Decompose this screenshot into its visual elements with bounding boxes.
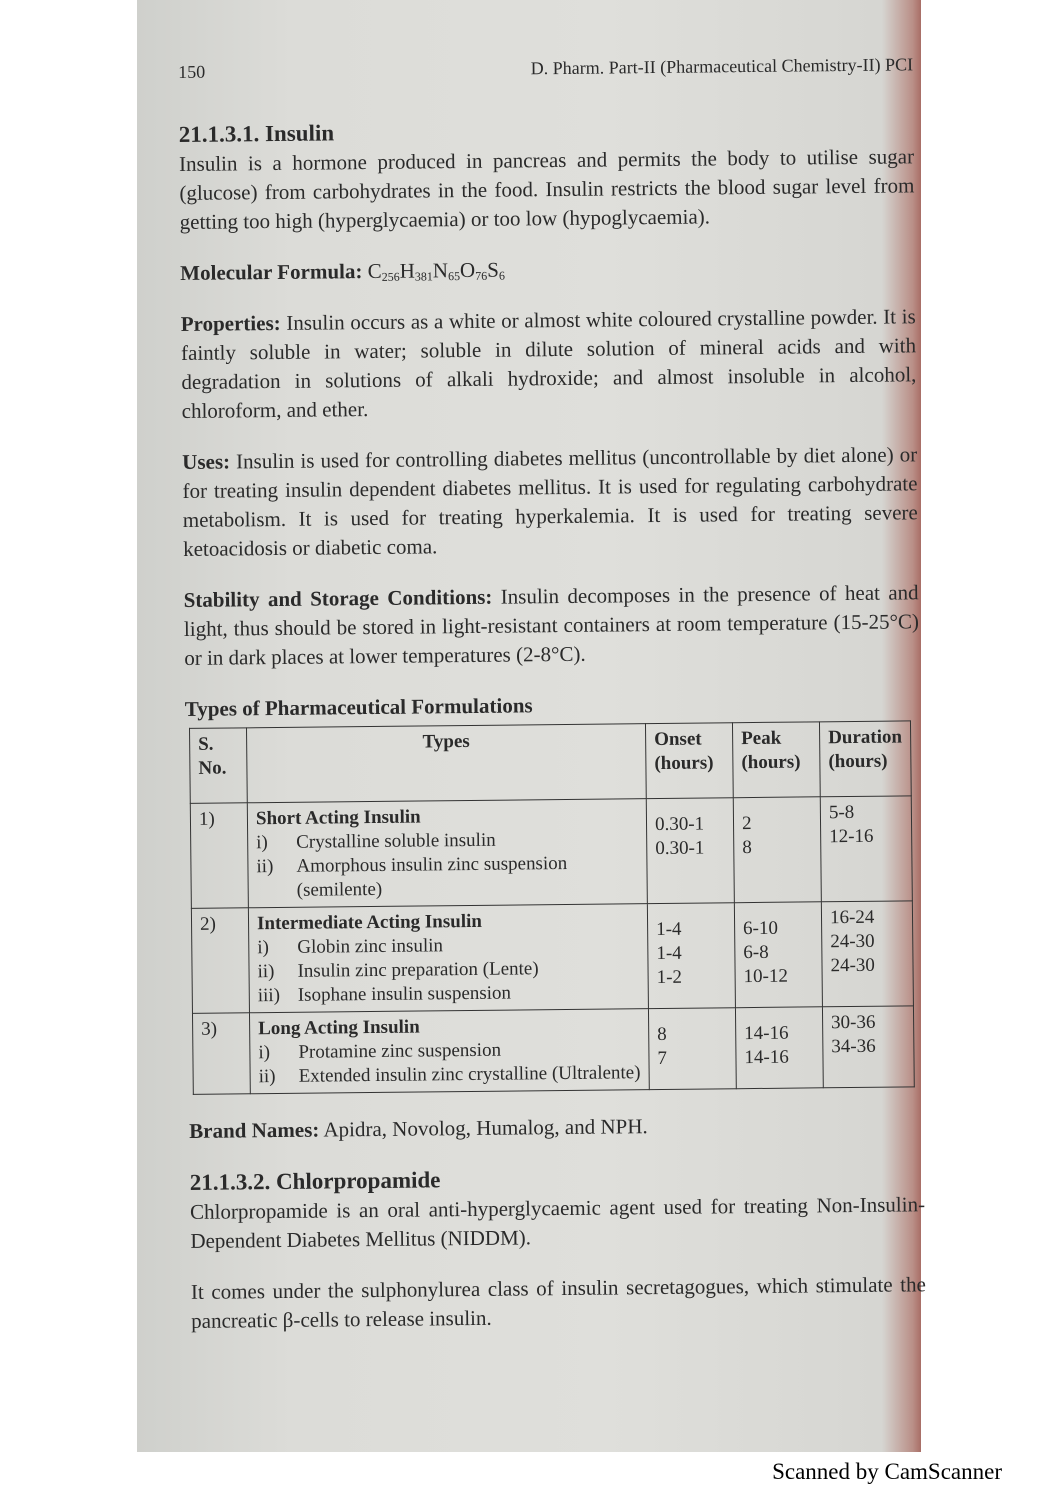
table-row (190, 796, 912, 909)
duration-cell (822, 1006, 914, 1088)
duration-value: 5-8 (828, 801, 855, 824)
section-heading: 21.1.3.2. Chlorpropamide (189, 1167, 441, 1195)
insulin-intro: Insulin is a hormone produced in pancreas and permits the body to utilise sugar (glucose) from carbohydrates in the food. Insulin restricts the blood sugar level from getting too high (hyperglycaemia) or too low (hypoglycaemia). (178, 144, 915, 234)
onset-value: 1-2 (656, 966, 683, 989)
peak-value: 14-16 (744, 1046, 789, 1069)
formulation-item: ii) Extended insulin zinc crystalline (Ultralente) (258, 1062, 641, 1088)
formulation-item: i) Crystalline soluble insulin (256, 829, 496, 854)
serial-number: 2) (191, 908, 249, 1014)
formulation-group: Short Acting Insulin (255, 806, 421, 830)
chlorpropamide-intro: Chlorpropamide is an oral anti-hyperglycaemic agent used for treating Non-Insulin-Dependent Diabetes Mellitus (NIDDM). (189, 1192, 926, 1253)
formulation-group: Intermediate Acting Insulin (256, 910, 483, 935)
table-body (190, 796, 914, 1095)
peak-cell (735, 1007, 823, 1089)
serial-number: 3) (192, 1013, 250, 1095)
formula-value: $C_{256}H_{381}N_{65}O_{76}S_6$ (367, 257, 505, 284)
peak-value: 14-16 (744, 1022, 789, 1045)
onset-value: 0.30-1 (654, 813, 705, 836)
onset-value: 1-4 (656, 918, 682, 941)
onset-value: 1-4 (656, 942, 682, 965)
onset-value: 0.30-1 (655, 837, 705, 860)
table-row (192, 1006, 914, 1095)
insulin-intro-block (179, 112, 915, 237)
formulation-item: i) Protamine zinc suspension (258, 1039, 502, 1064)
table-row (191, 901, 913, 1014)
camscanner-watermark: Scanned by CamScanner (772, 1459, 1002, 1484)
page-content (178, 52, 926, 1336)
duration-value: 34-36 (831, 1035, 876, 1058)
onset-value: 7 (657, 1047, 668, 1070)
peak-value: 2 (741, 813, 752, 835)
formulation-item: iii) Isophane insulin suspension (257, 982, 512, 1007)
duration-value: 12-16 (829, 825, 874, 848)
formulation-item: ii) Insulin zinc preparation (Lente) (257, 958, 539, 983)
peak-value: 6-8 (743, 941, 769, 964)
onset-value: 8 (657, 1023, 667, 1046)
section-heading: 21.1.3.1. Insulin (178, 120, 335, 147)
duration-value: 30-36 (831, 1011, 876, 1034)
duration-value: 24-30 (830, 954, 875, 977)
peak-cell (733, 797, 821, 903)
uses-paragraph: Uses: Insulin is used for controlling diabetes mellitus (uncontrollable by diet alone) or for treating insulin dependent diabetes mellitus. It is used for regulating carbohydrate metabolism. It is used for treating hyperkalemia. It is used for treating severe ketoacidosis or diabetic coma. (182, 442, 918, 561)
formula-label: Molecular Formula: (180, 259, 363, 285)
serial-number: 1) (190, 803, 248, 909)
table-header-row: S. No. Types Onset (hours) Peak (hours) Duration (hours) (190, 721, 912, 804)
types-cell (247, 799, 647, 908)
running-title: D. Pharm. Part-II (Pharmaceutical Chemistry-II) PCI (530, 54, 914, 79)
molecular-formula (180, 251, 915, 288)
peak-value: 10-12 (743, 965, 789, 988)
duration-value: 24-30 (830, 930, 875, 953)
onset-cell (646, 798, 734, 904)
peak-cell (734, 902, 822, 1008)
table-title: Types of Pharmaceutical Formulations (184, 693, 533, 721)
brand-names: Brand Names: Apidra, Novolog, Humalog, and NPH. (189, 1114, 648, 1143)
duration-value: 16-24 (829, 906, 875, 929)
duration-cell (820, 796, 912, 902)
stability-paragraph: Stability and Storage Conditions: Insulin decomposes in the presence of heat and light, thus should be stored in light-resistant containers at room temperature (15-25°C) or in dark places at lower temperatures (2-8°C). (183, 580, 920, 670)
chlorpropamide-para2: It comes under the sulphonylurea class of insulin secretagogues, which stimulate the pancreatic β-cells to release insulin. (190, 1272, 926, 1333)
chlorpropamide-block (190, 1160, 926, 1256)
formulation-group: Long Acting Insulin (258, 1016, 420, 1040)
duration-cell (821, 901, 913, 1007)
onset-cell (648, 1008, 736, 1090)
peak-value: 6-10 (743, 917, 779, 940)
types-cell (249, 1009, 649, 1094)
peak-value: 8 (742, 837, 752, 859)
properties-paragraph: Properties: Insulin occurs as a white or almost white coloured crystalline powder. It is faintly soluble in water; soluble in dilute solution of mineral acids and with degradation in solutions of alkali hydroxide; and almost insoluble in alcohol, chloroform, and ether. (180, 304, 917, 423)
onset-cell (647, 903, 735, 1009)
types-cell (248, 904, 648, 1013)
formulation-item: i) Globin zinc insulin (257, 935, 444, 959)
formulation-item: ii) Amorphous insulin zinc suspension (semilente) (256, 852, 568, 901)
page-number: 150 (178, 61, 206, 82)
formulations-table (189, 720, 915, 1095)
